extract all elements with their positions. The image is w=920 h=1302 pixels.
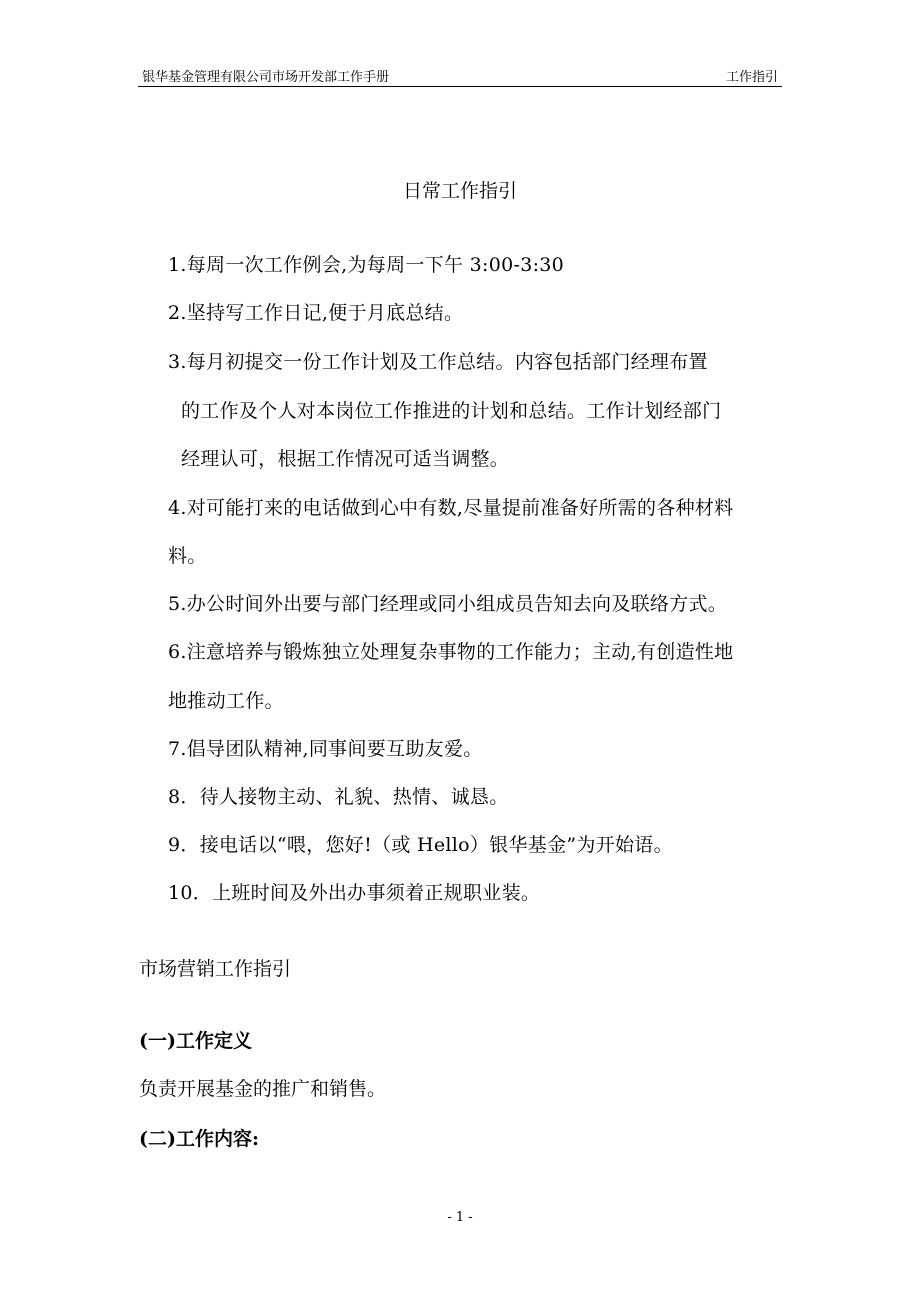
page-title: 日常工作指引 — [402, 180, 517, 202]
list-item: 6.注意培养与锻炼独立处理复杂事物的工作能力；主动,有创造性地 — [168, 641, 734, 663]
list-item: 8．待人接物主动、礼貌、热情、诚恳。 — [168, 786, 509, 808]
header-left-text: 银华基金管理有限公司市场开发部工作手册 — [142, 70, 390, 85]
list-item-continuation: 的工作及个人对本岗位工作推进的计划和总结。工作计划经部门 — [181, 400, 722, 422]
list-item: 5.办公时间外出要与部门经理或同小组成员告知去向及联络方式。 — [168, 593, 728, 615]
section-heading: 市场营销工作指引 — [139, 958, 292, 980]
page-number: - 1 - — [447, 1210, 473, 1225]
list-item: 4.对可能打来的电话做到心中有数,尽量提前准备好所需的各种材料 — [168, 497, 734, 519]
subsection-text: 负责开展基金的推广和销售。 — [139, 1078, 387, 1100]
list-item: 3.每月初提交一份工作计划及工作总结。内容包括部门经理布置 — [168, 351, 708, 373]
subsection-heading: (一)工作定义 — [139, 1030, 252, 1052]
list-item: 7.倡导团队精神,同事间要互助友爱。 — [168, 738, 483, 760]
list-item-continuation: 料。 — [168, 545, 207, 567]
subsection-heading: (二)工作内容: — [139, 1128, 259, 1150]
list-item: 10．上班时间及外出办事须着正规职业装。 — [168, 882, 541, 904]
list-item: 9．接电话以“喂，您好!（或 Hello）银华基金”为开始语。 — [168, 834, 673, 856]
list-item-continuation: 经理认可，根据工作情况可适当调整。 — [181, 448, 510, 470]
header-right-text: 工作指引 — [725, 70, 778, 85]
list-item-continuation: 地推动工作。 — [168, 690, 284, 712]
page-header — [138, 64, 782, 87]
list-item: 2.坚持写工作日记,便于月底总结。 — [168, 302, 464, 324]
list-item: 1.每周一次工作例会,为每周一下午 3:00-3:30 — [168, 254, 565, 276]
